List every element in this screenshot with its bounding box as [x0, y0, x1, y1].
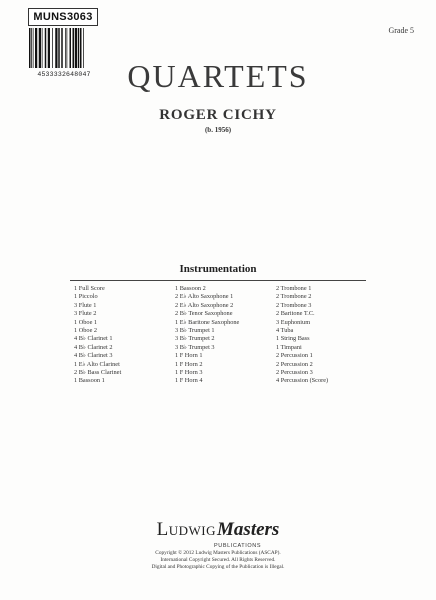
- instrument-item: 1 F Horn 1: [175, 352, 203, 360]
- instrument-item: 1 Full Score: [74, 285, 105, 292]
- instrument-item: 2 Baritone T.C.: [276, 310, 315, 318]
- instrument-item: 1 Timpani: [276, 343, 302, 351]
- instrument-column-3: [276, 285, 328, 386]
- instrument-item: 4 B♭ Clarinet 3: [74, 352, 113, 360]
- instrument-item: 1 F Horn 2: [175, 360, 203, 368]
- copyright-line: International Copyright Secured. All Rights Reserved.: [160, 557, 276, 563]
- instrument-item: 2 E♭ Alto Saxophone 2: [175, 301, 234, 309]
- copyright-line: Digital and Photographic Copying of the Publication is Illegal.: [151, 564, 285, 570]
- grade-label: Grade 5: [388, 26, 414, 35]
- instrumentation-heading: Instrumentation: [179, 263, 257, 275]
- logo-masters-text: Masters: [217, 519, 280, 540]
- copyright-notice: [0, 550, 436, 571]
- barcode-number: 4533332648047: [37, 71, 91, 78]
- composer-name: ROGER CICHY: [159, 107, 277, 123]
- catalog-code-label: MUNS3063: [28, 8, 98, 26]
- publisher-logo: [0, 519, 436, 547]
- instrument-item: 1 Piccolo: [74, 293, 98, 301]
- instrument-item: 2 Trombone 3: [276, 301, 312, 309]
- logo-ludwig-text: Ludwig: [156, 519, 217, 540]
- instrument-item: 2 Percussion 3: [276, 368, 313, 376]
- instrument-item: 4 B♭ Clarinet 2: [74, 343, 113, 351]
- instrument-item: 2 Trombone 2: [276, 293, 312, 301]
- instrument-item: 4 Tuba: [276, 326, 294, 334]
- instrument-item: 3 B♭ Trumpet 2: [175, 335, 215, 343]
- instrument-item: 3 Flute 1: [74, 301, 97, 309]
- instrument-item: 2 E♭ Alto Saxophone 1: [175, 293, 234, 301]
- instrument-item: 1 F Horn 4: [175, 377, 203, 385]
- instrument-column-1: [74, 285, 121, 386]
- instrument-item: 2 Percussion 1: [276, 352, 313, 360]
- instrument-item: 4 Percussion (Score): [276, 377, 329, 385]
- publisher-logo-wordmark: [156, 519, 280, 549]
- copyright-line: Copyright © 2012 Ludwig Masters Publications (ASCAP).: [155, 550, 281, 556]
- instrument-item: 2 B♭ Tenor Saxophone: [175, 310, 233, 318]
- instrument-item: 2 Trombone 1: [276, 285, 312, 292]
- instrument-item: 1 Oboe 2: [74, 326, 98, 334]
- instrument-item: 1 F Horn 3: [175, 368, 203, 376]
- instrument-item: 1 E♭ Baritone Saxophone: [175, 318, 240, 326]
- instrument-item: 3 Euphonium: [276, 318, 311, 326]
- instrument-item: 1 E♭ Alto Clarinet: [74, 360, 120, 368]
- instrument-item: 3 B♭ Trumpet 3: [175, 343, 215, 351]
- instrument-item: 3 B♭ Trumpet 1: [175, 326, 215, 334]
- instrument-item: 1 Bassoon 2: [175, 285, 206, 292]
- instrument-column-2: [175, 285, 239, 386]
- instrument-item: 1 String Bass: [276, 335, 310, 343]
- instrument-item: 1 Bassoon 1: [74, 377, 105, 385]
- instrument-item: 2 Percussion 2: [276, 360, 313, 368]
- instrument-item: 3 Flute 2: [74, 310, 97, 318]
- page-title: QUARTETS: [127, 58, 309, 94]
- instrumentation-divider: [70, 280, 366, 281]
- composer-dates: (b. 1956): [204, 126, 232, 134]
- instrument-item: 1 Oboe 1: [74, 318, 98, 326]
- logo-publications-text: PUBLICATIONS: [213, 543, 262, 549]
- instrument-item: 2 B♭ Bass Clarinet: [74, 368, 122, 376]
- instrument-item: 4 B♭ Clarinet 1: [74, 335, 113, 343]
